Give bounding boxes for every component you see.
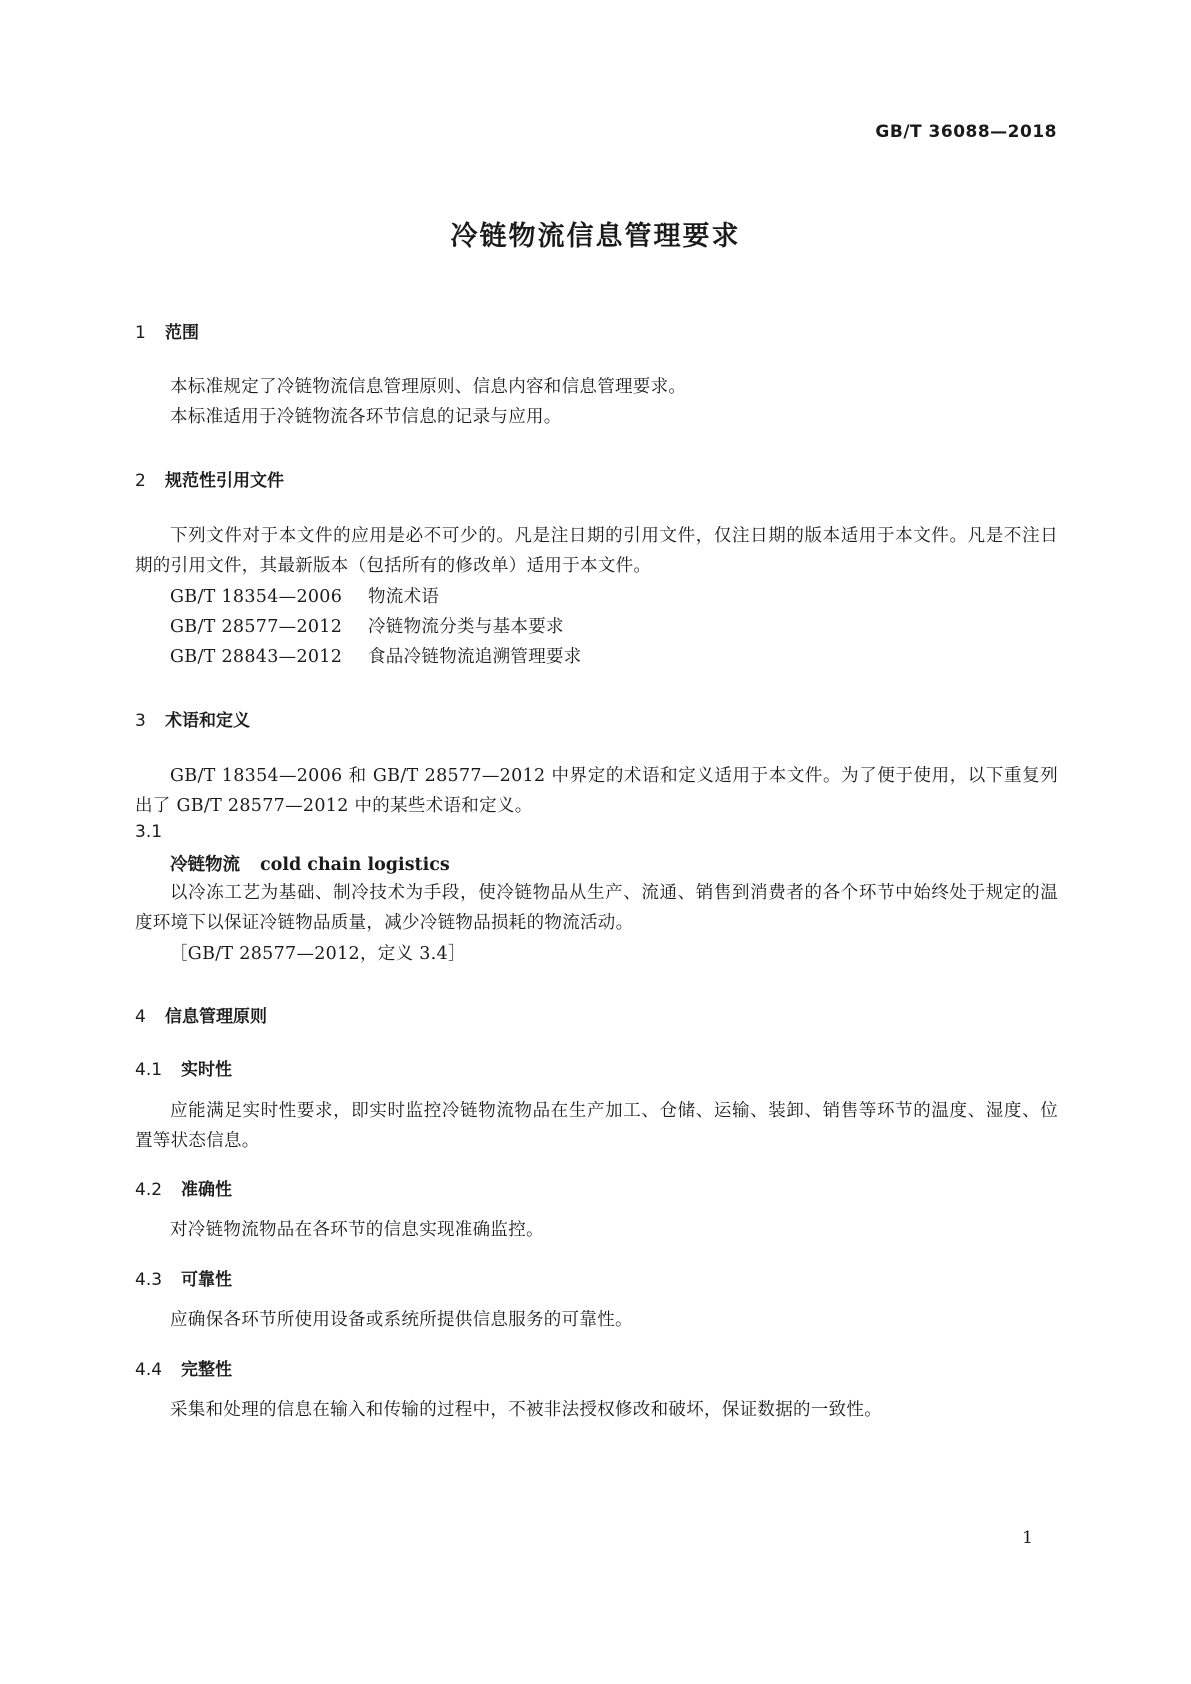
section-title: 信息管理原则 xyxy=(165,1007,267,1027)
subsection-title: 完整性 xyxy=(181,1360,232,1380)
subsection-4-2-text: 对冷链物流物品在各环节的信息实现准确监控。 xyxy=(170,1220,544,1240)
reference-title: 冷链物流分类与基本要求 xyxy=(368,617,564,637)
reference-item xyxy=(170,643,582,668)
reference-code: GB/T 18354—2006 xyxy=(170,587,343,607)
subsection-4-3-text: 应确保各环节所使用设备或系统所提供信息服务的可靠性。 xyxy=(170,1310,633,1330)
term-heading xyxy=(170,851,450,876)
subsection-4-1-heading xyxy=(135,1055,232,1080)
subsection-number: 4.4 xyxy=(135,1360,163,1380)
subsection-title: 实时性 xyxy=(181,1060,232,1080)
term-name-en: cold chain logistics xyxy=(260,855,450,875)
scope-paragraph-2: 本标准适用于冷链物流各环节信息的记录与应用。 xyxy=(170,407,562,427)
subsection-title: 可靠性 xyxy=(181,1270,232,1290)
section-1-heading xyxy=(135,318,199,343)
subsection-4-1-text: 应能满足实时性要求，即实时监控冷链物流物品在生产加工、仓储、运输、装卸、销售等环节的温度、湿度、位置等状态信息。 xyxy=(135,1101,1058,1151)
section-number: 2 xyxy=(135,471,146,491)
subsection-number: 4.3 xyxy=(135,1270,163,1290)
terms-intro: GB/T 18354—2006 和 GB/T 28577—2012 中界定的术语和定义适用于本文件。为了便于使用，以下重复列出了 GB/T 28577—2012 中的某些术语和定义。 xyxy=(135,766,1058,816)
section-number: 3 xyxy=(135,711,146,731)
term-definition: 以冷冻工艺为基础、制冷技术为手段，使冷链物品从生产、流通、销售到消费者的各个环节中始终处于规定的温度环境下以保证冷链物品质量，减少冷链物品损耗的物流活动。 xyxy=(135,883,1058,933)
scope-paragraph-1: 本标准规定了冷链物流信息管理原则、信息内容和信息管理要求。 xyxy=(170,377,687,397)
subsection-4-4-text: 采集和处理的信息在输入和传输的过程中，不被非法授权修改和破坏，保证数据的一致性。 xyxy=(170,1400,882,1420)
section-number: 1 xyxy=(135,323,146,343)
normative-references-intro: 下列文件对于本文件的应用是必不可少的。凡是注日期的引用文件，仅注日期的版本适用于本文件。凡是不注日期的引用文件，其最新版本（包括所有的修改单）适用于本文件。 xyxy=(135,526,1058,576)
reference-title: 食品冷链物流追溯管理要求 xyxy=(368,647,582,667)
reference-code: GB/T 28577—2012 xyxy=(170,617,343,637)
subsection-number: 4.1 xyxy=(135,1060,163,1080)
section-number: 4 xyxy=(135,1007,146,1027)
section-title: 规范性引用文件 xyxy=(165,471,284,491)
reference-code: GB/T 28843—2012 xyxy=(170,647,343,667)
subsection-4-4-heading xyxy=(135,1355,232,1380)
section-2-heading xyxy=(135,466,284,491)
page-number: 1 xyxy=(1022,1528,1033,1548)
reference-title: 物流术语 xyxy=(368,587,440,607)
section-3-heading xyxy=(135,706,250,731)
section-4-heading xyxy=(135,1002,267,1027)
term-source: ［GB/T 28577—2012，定义 3.4］ xyxy=(170,944,466,964)
section-title: 术语和定义 xyxy=(165,711,250,731)
subsection-4-2-heading xyxy=(135,1175,232,1200)
standard-code: GB/T 36088—2018 xyxy=(875,122,1057,142)
section-title: 范围 xyxy=(165,323,199,343)
term-number: 3.1 xyxy=(135,822,163,842)
reference-item xyxy=(170,583,439,608)
reference-item xyxy=(170,613,564,638)
term-name-zh: 冷链物流 xyxy=(170,855,240,875)
subsection-4-3-heading xyxy=(135,1265,232,1290)
subsection-title: 准确性 xyxy=(181,1180,232,1200)
document-title: 冷链物流信息管理要求 xyxy=(450,221,741,252)
subsection-number: 4.2 xyxy=(135,1180,163,1200)
